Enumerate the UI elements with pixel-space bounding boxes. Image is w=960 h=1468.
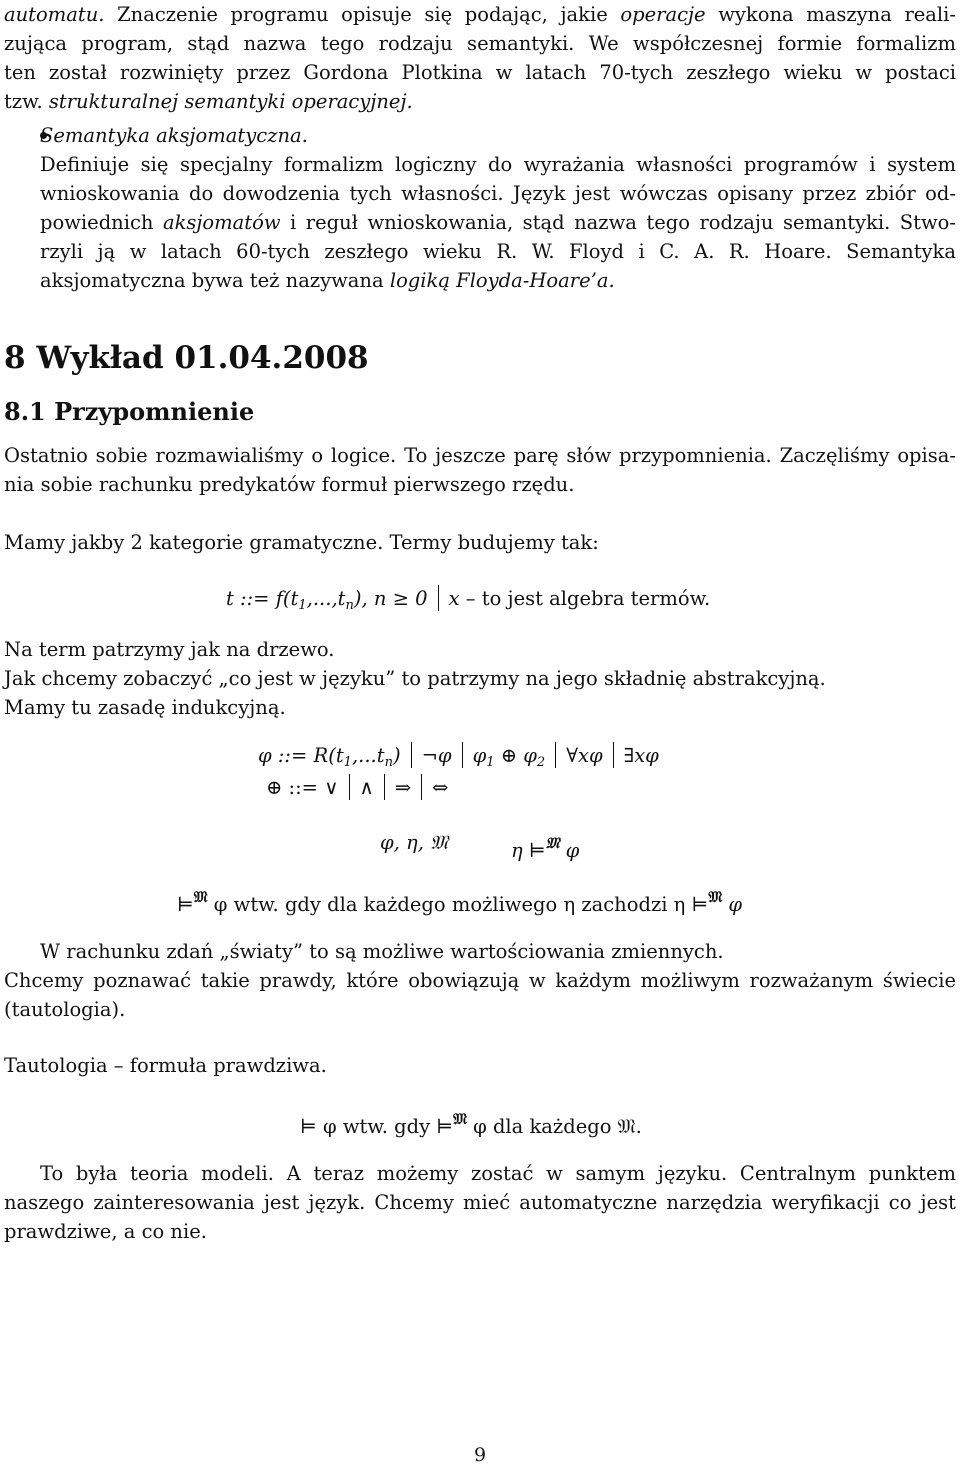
formula-part: ⊨ — [177, 893, 194, 916]
text-line: Na term patrzymy jak na drzewo. — [4, 638, 335, 661]
bullet-item-axiomatic — [4, 121, 956, 295]
text-line: nia sobie rachunku predykatów formuł pierwszego rzędu. — [4, 473, 575, 496]
superscript: 𝔐 — [453, 1110, 467, 1128]
formula-part: x — [448, 587, 460, 610]
text-span: wykona maszyna reali- — [718, 3, 956, 26]
paragraph-model-theory — [4, 1159, 956, 1246]
paragraph-worlds — [4, 937, 956, 1024]
formula-part: ⊨ φ wtw. gdy ⊨ — [300, 1115, 454, 1138]
alternative-bar — [421, 774, 422, 800]
italic-term: logiką Floyda-Hoare’a. — [389, 269, 615, 292]
alternative-bar — [411, 742, 412, 768]
formula-part: φ — [728, 893, 742, 916]
paragraph-tree — [4, 635, 956, 722]
formula-tautology — [300, 1104, 642, 1142]
alternative-bar — [462, 742, 463, 768]
page-number: 9 — [473, 1444, 487, 1466]
formula-grammar-oplus — [266, 773, 448, 803]
alternative-bar — [349, 774, 350, 800]
paragraph-operational — [4, 0, 956, 116]
text-line — [4, 87, 956, 116]
italic-term: Semantyka aksjomatyczna. — [40, 124, 308, 147]
formula-part: ,...t — [351, 744, 385, 767]
superscript: 𝔐 — [193, 888, 208, 906]
formula-part: ¬φ — [421, 744, 452, 767]
section-heading: 8 Wykład 01.04.2008 — [4, 340, 369, 376]
text-line: rzyli ją w latach 60-tych zeszłego wieku R. W. Floyd i C. A. R. Hoare. Semantyka — [40, 240, 956, 263]
text-line: W rachunku zdań „światy” to są możliwe wartościowania zmiennych. — [40, 940, 724, 963]
formula-part: ⇒ — [394, 776, 412, 799]
formula-part: ∃xφ — [623, 744, 659, 767]
subscript: 1 — [298, 598, 307, 613]
formula-models-right — [511, 828, 579, 866]
text-line: Mamy tu zasadę indukcyjną. — [4, 696, 286, 719]
italic-term: aksjomatów — [162, 211, 281, 234]
text-line: Mamy jakby 2 kategorie gramatyczne. Termy budujemy tak: — [4, 531, 599, 554]
alternative-bar — [384, 774, 385, 800]
formula-terms — [226, 584, 710, 621]
formula-comment: – to jest algebra termów. — [465, 587, 711, 610]
text-line: prawdziwe, a co nie. — [4, 1220, 207, 1243]
formula-part: ∧ — [359, 776, 374, 799]
formula-part: η ⊨ — [511, 839, 546, 862]
paragraph-tautology — [4, 1051, 956, 1080]
alternative-bar — [613, 742, 614, 768]
formula-part: φ wtw. gdy dla każdego możliwego η zachodzi η ⊨ — [213, 893, 709, 916]
formula-part: ,...,t — [306, 587, 346, 610]
bullet-title — [40, 121, 956, 150]
text-span: tzw. — [4, 90, 43, 113]
text-line — [4, 0, 956, 29]
text-line — [40, 208, 956, 237]
formula-part: ∀xφ — [566, 744, 603, 767]
formula-part: φ dla każdego 𝔐. — [473, 1115, 642, 1138]
subscript: n — [384, 755, 393, 770]
text-line: To była teoria modeli. A teraz możemy zostać w samym języku. Centralnym punktem — [40, 1162, 956, 1185]
text-line: (tautologia). — [4, 998, 126, 1021]
italic-term: strukturalnej semantyki operacyjnej. — [48, 90, 413, 113]
formula-part: ⊕ φ — [500, 744, 537, 767]
text-span: Znaczenie programu opisuje się podając, jakie — [117, 3, 608, 26]
formula-part: φ ::= R(t — [258, 744, 344, 767]
text-span: aksjomatyczna bywa też nazywana — [40, 269, 384, 292]
formula-part: ⇔ — [432, 776, 449, 799]
text-line: wnioskowania do dowodzenia tych własności. Język jest wówczas opisany przez zbiór od- — [40, 182, 956, 205]
italic-term: automatu. — [4, 3, 105, 26]
formula-validity — [177, 882, 742, 920]
paragraph-categories — [4, 528, 956, 557]
text-line: ten został rozwinięty przez Gordona Plotkina w latach 70-tych zeszłego wieku w postaci — [4, 61, 956, 84]
alternative-bar — [555, 742, 556, 768]
text-span: i reguł wnioskowania, stąd nazwa tego rodzaju semantyki. Stwo- — [290, 211, 956, 234]
text-line: Jak chcemy zobaczyć „co jest w języku” to patrzymy na jego składnię abstrakcyjną. — [4, 667, 826, 690]
formula-part: ), n ≥ 0 — [353, 587, 428, 610]
formula-part: t ::= f(t — [226, 587, 299, 610]
formula-part: ⊕ ::= ∨ — [266, 776, 339, 799]
text-span: powiednich — [40, 211, 154, 234]
subscript: 1 — [343, 755, 352, 770]
superscript: 𝔐 — [708, 888, 723, 906]
formula-part: φ — [565, 839, 580, 862]
alternative-bar — [438, 585, 439, 611]
text-line: Tautologia – formuła prawdziwa. — [4, 1054, 327, 1077]
subscript: 1 — [486, 755, 495, 770]
formula-part: ) — [392, 744, 401, 767]
superscript: 𝔐 — [545, 834, 560, 852]
text-line: naszego zainteresowania jest język. Chcemy mieć automatyczne narzędzia weryfikacji co jest — [4, 1191, 956, 1214]
formula-part: φ, η, 𝔐 — [380, 831, 449, 854]
text-line: Chcemy poznawać takie prawdy, które obowiązują w każdym możliwym rozważanym świecie — [4, 969, 956, 992]
subsection-heading: 8.1 Przypomnienie — [4, 397, 255, 426]
formula-models-left — [380, 828, 448, 858]
subscript: 2 — [536, 755, 546, 770]
text-line — [40, 266, 956, 295]
text-line: zująca program, stąd nazwa tego rodzaju semantyki. We współczesnej formie formalizm — [4, 32, 956, 55]
text-line: Ostatnio sobie rozmawialiśmy o logice. To jeszcze parę słów przypomnienia. Zaczęliśmy opisa- — [4, 444, 956, 467]
formula-part: φ — [472, 744, 487, 767]
italic-term: operacje — [620, 3, 706, 26]
text-line: Definiuje się specjalny formalizm logiczny do wyrażania własności programów i system — [40, 153, 956, 176]
subscript: n — [345, 598, 354, 613]
paragraph-intro — [4, 441, 956, 499]
